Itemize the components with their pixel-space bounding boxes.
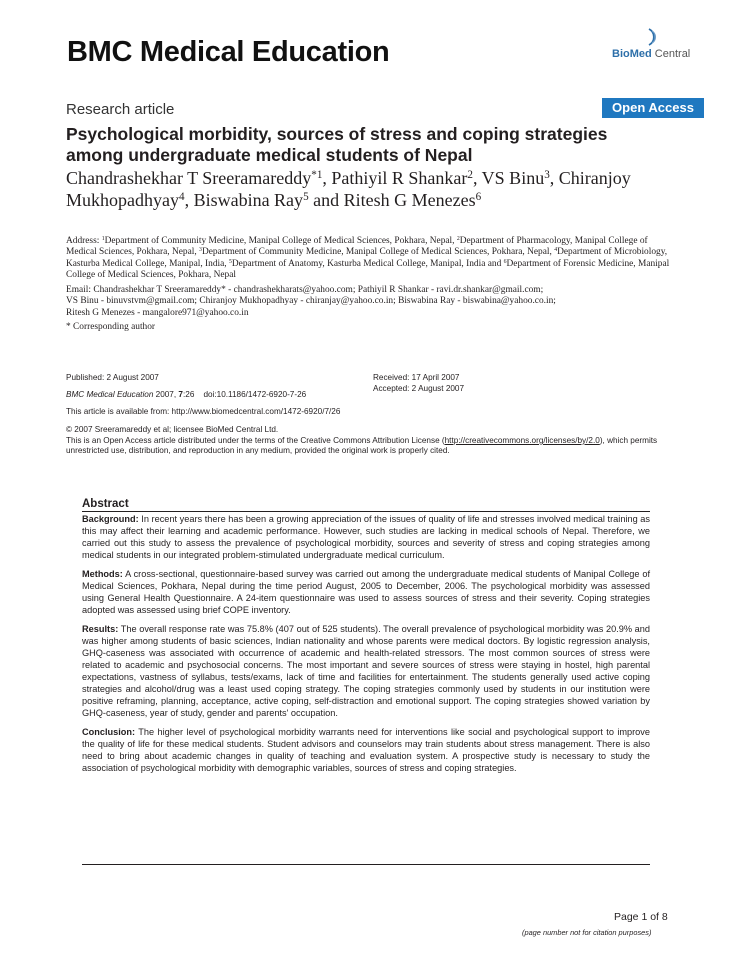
abstract-section-text: In recent years there has been a growing appreciation of the issues of quality of life and stresses involved medical training as this may affect their learning and academic performance. However, such studies are lacking in medical schools of Nepal. Therefore, we carried out this study to assess the prevalence of psychological morbidity, sources and severity of stress and coping strategies among medical students in our integrated problem-stimulated undergraduate medical curriculum. (82, 514, 650, 560)
affiliation-marker: 4 (554, 247, 558, 254)
abstract-section-label: Results: (82, 624, 119, 634)
abstract-paragraph (82, 513, 650, 561)
author-name: Pathiyil R Shankar (331, 168, 468, 188)
article-type: Research article (66, 101, 175, 118)
affiliation-marker: 1 (101, 235, 105, 242)
page-number: Page 1 of 8 (614, 911, 668, 923)
author-affiliation-marker: 2 (467, 168, 473, 181)
citation-line: BMC Medical Education 2007, 7:26 doi:10.1186/1472-6920-7-26 (66, 390, 307, 399)
affiliation-text: Department of Community Medicine, Manipal College of Medical Sciences, Pokhara, Nepal, (201, 247, 555, 258)
abstract-paragraph (82, 726, 650, 774)
author-affiliation-marker: 6 (475, 190, 482, 203)
email-line[interactable]: Email: Chandrashekhar T Sreeramareddy* - chandrashekharats@yahoo.com; Pathiyil R Shankar - ravi.dr.shankar@gmail.com; (66, 285, 544, 295)
journal-title: BMC Medical Education (67, 36, 390, 68)
author-name: Chandrashekhar T Sreeramareddy (66, 168, 312, 188)
copyright-notice: © 2007 Sreeramareddy et al; licensee BioMed Central Ltd. (66, 425, 279, 434)
received-date: Received: 17 April 2007 (373, 373, 460, 382)
author-separator: , (184, 190, 194, 210)
paper-title: Psychological morbidity, sources of stress and coping strategies among undergraduate medical students of Nepal (66, 124, 608, 165)
abstract-divider (82, 864, 650, 865)
author-name: VS Binu (481, 168, 545, 188)
affiliation-text: Department of Microbiology, Kasturba Medical College, Manipal, India, (66, 247, 668, 269)
email-line[interactable]: Ritesh G Menezes - mangalore971@yahoo.co.in (66, 307, 249, 318)
license-link[interactable]: http://creativecommons.org/licenses/by/2.0 (444, 436, 600, 445)
abstract-section-text: A cross-sectional, questionnaire-based survey was carried out among the undergraduate medical students of Manipal College of Medical Sciences, Pokhara, Nepal during the time period August, 2005 to December, 2006. The psychological morbidity was assessed using General Health Questionnaire. A 24-item questionnaire was used to assess sources of stress and their severity. Coping strategies adopted was assessed using brief COPE inventory. (82, 569, 650, 615)
author-name: Ritesh G Menezes (343, 190, 476, 210)
author-separator: , (472, 168, 482, 188)
author-name: Biswabina Ray (193, 190, 304, 210)
email-line[interactable]: VS Binu - binuvstvm@gmail.com; Chiranjoy Mukhopadhyay - chiranjay@yahoo.co.in; Biswabina Ray - biswabina@yahoo.co.in; (66, 296, 556, 307)
author-separator: , (549, 168, 559, 188)
biomed-arc-icon (643, 26, 665, 48)
author-addresses: Address: $^1$Department of Community Medicine, Manipal College of Medical Sciences, Pokhara, Nepal, $^2$Department of Pharmacology, Manipal College of Medical Sciences, Pokhara, Nepal, $^3$Department of Community Medicine, Manipal College of Medical Sciences, Pokhara, Nepal, $^4$Department of Microbiology, Kasturba Medical College, Manipal, India, $^5$Department of Anatomy, Kasturba Medical College, Manipal, India and $^6$Department of Forensic Medicine, Manipal College of Medical Sciences, Pokhara, Nepal (66, 235, 670, 281)
abstract-section-label: Background: (82, 514, 139, 524)
author-name: Chiranjoy Mukhopadhyay (66, 168, 631, 210)
abstract-paragraph (82, 568, 650, 616)
author-affiliation-marker: 3 (544, 168, 550, 181)
author-separator: and (308, 190, 344, 210)
abstract-heading: Abstract (82, 498, 650, 512)
affiliation-marker: 2 (456, 235, 460, 242)
published-date: Published: 2 August 2007 (66, 373, 159, 382)
abstract-section-text: The higher level of psychological morbidity warrants need for interventions like social and psychological support to improve the quality of life for these medical students. Student advisors and counselors may train students about stress management. There is also need to bring about academic changes in quality of teaching and evaluation system. A prospective study is necessary to study the association of psychological morbidity with demographic variables, sources of stress and coping strategies. (82, 727, 650, 773)
affiliation-text: Department of Forensic Medicine, Manipal College of Medical Sciences, Pokhara, Nepal (66, 258, 670, 281)
affiliation-marker: 5 (228, 258, 232, 265)
page-number-note: (page number not for citation purposes) (522, 928, 652, 937)
author-separator: , (322, 168, 332, 188)
accepted-date: Accepted: 2 August 2007 (373, 384, 465, 393)
author-affiliation-marker: 5 (303, 190, 309, 203)
author-affiliation-marker: 4 (178, 190, 185, 203)
affiliation-text: Department of Community Medicine, Manipal College of Medical Sciences, Pokhara, Nepal, (104, 236, 457, 246)
abstract-section-label: Conclusion: (82, 727, 136, 737)
author-emails (66, 285, 672, 319)
affiliation-text: Department of Pharmacology, Manipal College of Medical Sciences, Pokhara, Nepal, (66, 236, 648, 258)
author-list (66, 167, 686, 211)
abstract-section-text: The overall response rate was 75.8% (407 out of 525 students). The overall prevalence of psychological morbidity was 20.9% and was higher among students of basic sciences, Indian nationality and whose parents were medical doctors. By logistic regression analysis, GHQ-caseness was associated with occurrence of academic and health-related stressors. The most common sources of stress were related to academic and psychosocial concerns. The most important and severe sources of stress were staying in hostel, high parental expectations, vastness of syllabus, tests/exams, lack of time and facilities for entertainment. The students generally used active coping strategies and alcohol/drug was a least used coping strategy. The coping strategies commonly used by students in our institution were positive reframing, planning, acceptance, active coping, self-distraction and emotional support. The coping strategies showed variation by GHQ-caseness, year of study, gender and parents' occupation. (82, 624, 650, 718)
open-access-badge: Open Access (602, 98, 704, 118)
affiliation-marker: 6 (503, 258, 507, 265)
affiliation-marker: 3 (199, 247, 202, 254)
affiliation-text: Department of Anatomy, Kasturba Medical College, Manipal, India and (231, 258, 504, 269)
author-affiliation-marker: *1 (311, 168, 323, 181)
biomed-wordmark: BioMed Central (612, 48, 691, 60)
license-notice: This is an Open Access article distributed under the terms of the Creative Commons Attribution License (http://creativecommons.org/licenses/by/2.0), which permits unrestricted use, distribution, and reproduction in any medium, provided the original work is properly cited. (66, 436, 658, 455)
biomed-central-logo[interactable] (612, 26, 694, 68)
corresponding-author-note: * Corresponding author (66, 322, 156, 332)
abstract-section-label: Methods: (82, 569, 123, 579)
abstract-paragraph (82, 623, 650, 719)
article-url[interactable]: This article is available from: http://www.biomedcentral.com/1472-6920/7/26 (66, 407, 341, 416)
abstract-section (82, 498, 650, 781)
